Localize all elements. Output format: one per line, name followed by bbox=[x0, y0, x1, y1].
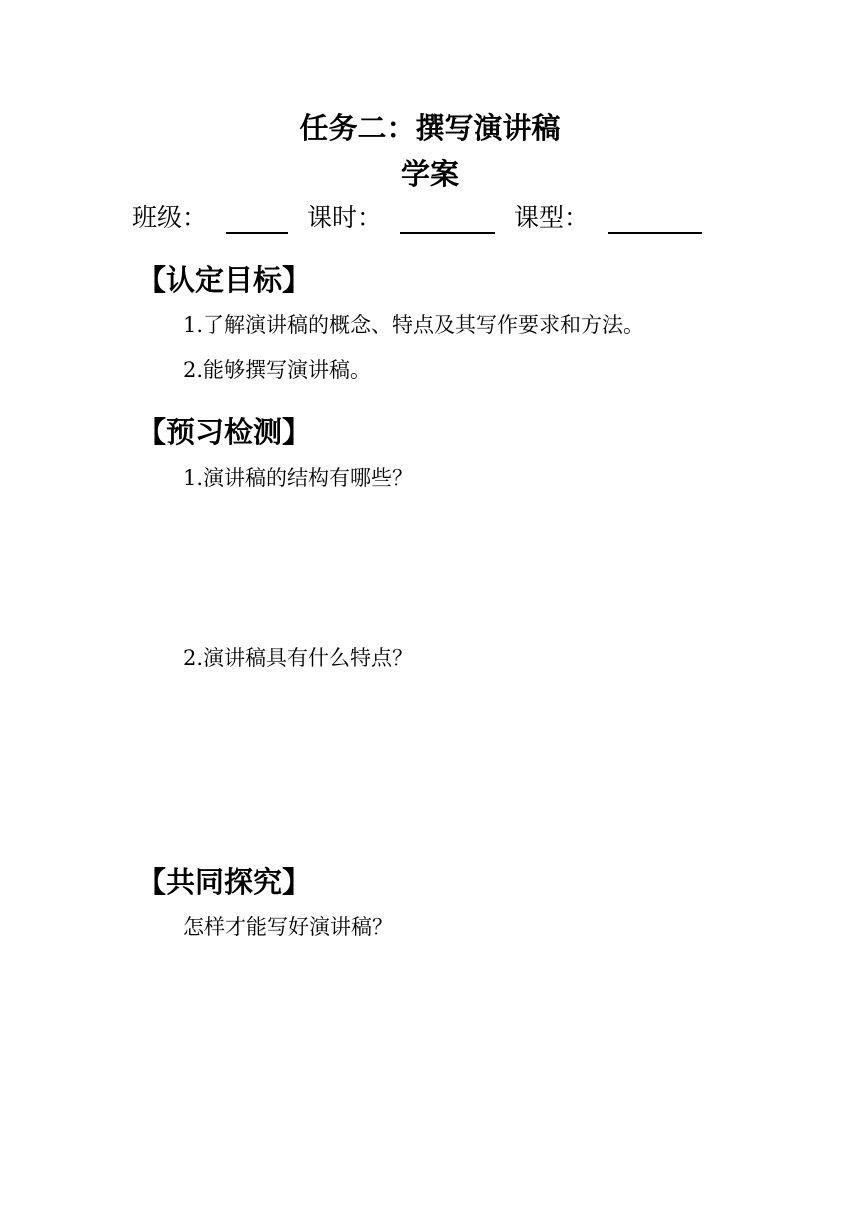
section-heading-goals: 【认定目标】 bbox=[137, 263, 312, 297]
preview-question: 2.演讲稿具有什么特点？ bbox=[183, 646, 414, 670]
preview-question: 1.演讲稿的结构有哪些？ bbox=[183, 466, 414, 490]
section-heading-preview: 【预习检测】 bbox=[137, 415, 312, 449]
period-blank-line[interactable] bbox=[400, 232, 495, 234]
goal-item: 2.能够撰写演讲稿。 bbox=[183, 358, 372, 382]
section-heading-explore: 【共同探究】 bbox=[137, 865, 312, 899]
type-blank-line[interactable] bbox=[608, 232, 702, 234]
explore-question: 怎样才能写好演讲稿？ bbox=[183, 915, 393, 939]
type-label: 课型： bbox=[514, 203, 590, 232]
goal-item: 1.了解演讲稿的概念、特点及其写作要求和方法。 bbox=[183, 313, 645, 337]
document-title: 任务二：撰写演讲稿 bbox=[299, 111, 561, 145]
class-label: 班级： bbox=[132, 203, 208, 232]
document-subtitle: 学案 bbox=[400, 157, 459, 191]
class-blank-line[interactable] bbox=[226, 232, 288, 234]
period-label: 课时： bbox=[307, 203, 383, 232]
